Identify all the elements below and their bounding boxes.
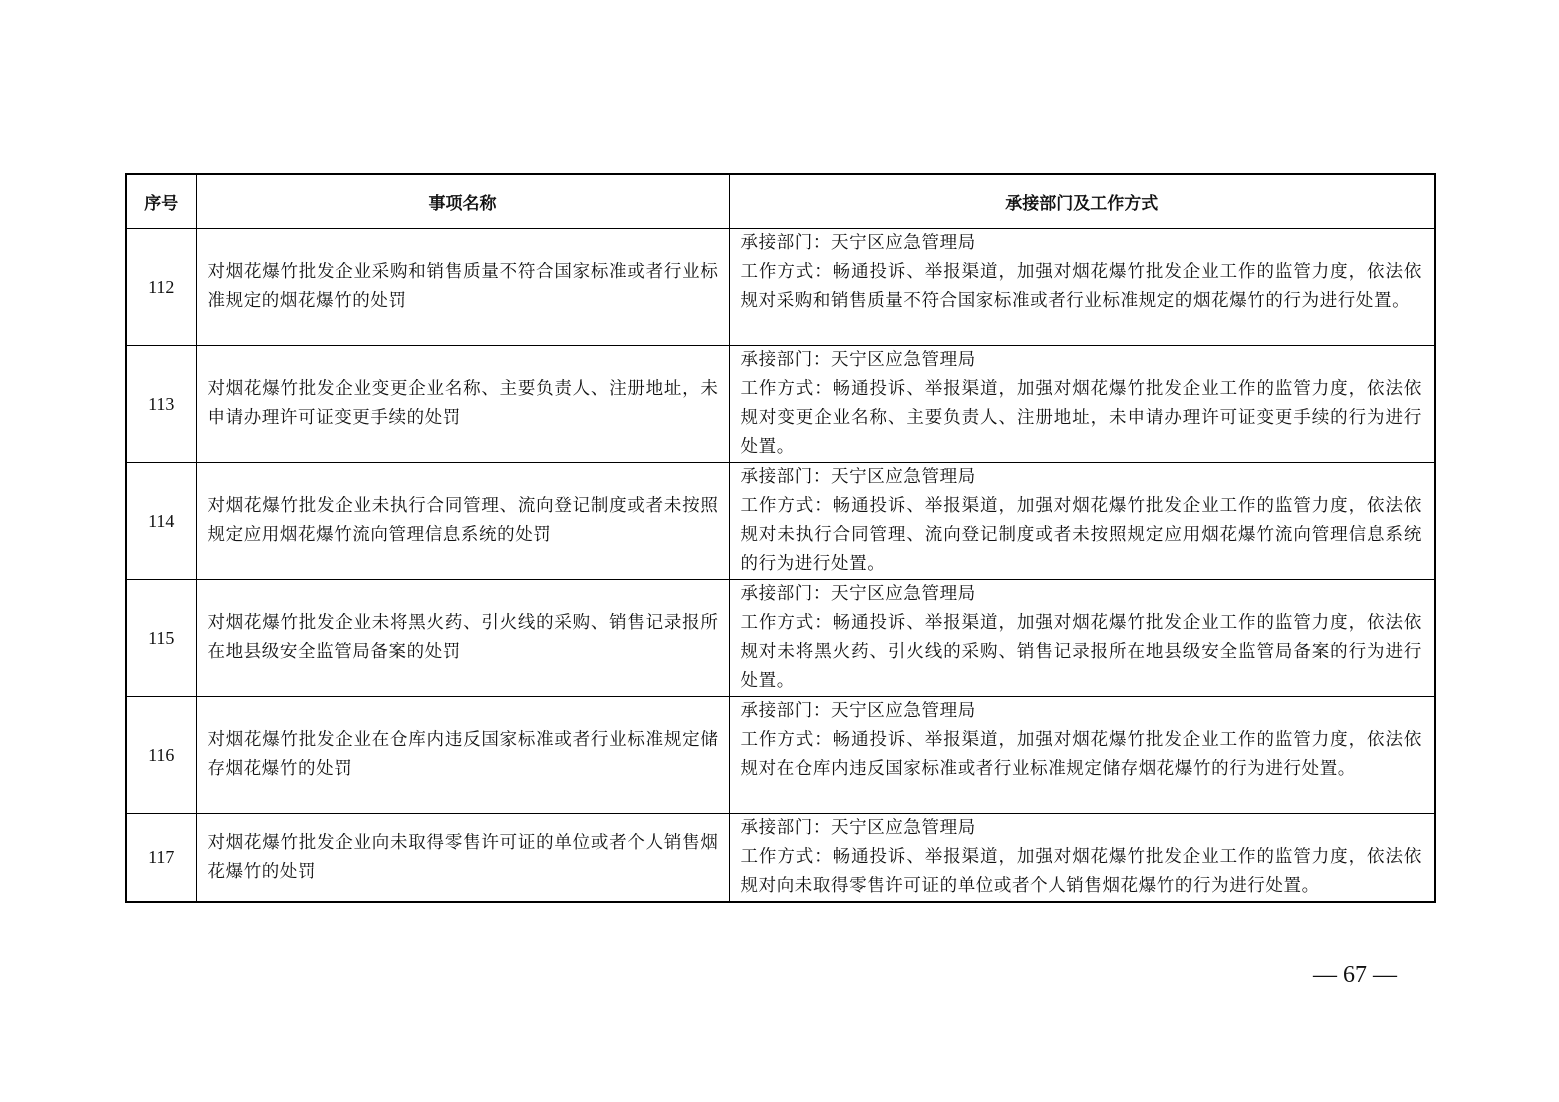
method-line: 工作方式：畅通投诉、举报渠道，加强对烟花爆竹批发企业工作的监管力度，依法依规对在仓库内违反国家标准或者行业标准规定储存烟花爆竹的行为进行处置。 — [740, 730, 1422, 779]
header-no: 序号 — [126, 174, 196, 229]
table-row — [126, 697, 1435, 814]
table-row — [126, 580, 1435, 697]
row-number: 117 — [126, 814, 196, 903]
row-number: 116 — [126, 697, 196, 814]
dept-method-cell — [729, 580, 1435, 697]
method-line: 工作方式：畅通投诉、举报渠道，加强对烟花爆竹批发企业工作的监管力度，依法依规对变更企业名称、主要负责人、注册地址，未申请办理许可证变更手续的行为进行处置。 — [740, 379, 1422, 457]
dept-method-cell — [729, 697, 1435, 814]
method-line: 工作方式：畅通投诉、举报渠道，加强对烟花爆竹批发企业工作的监管力度，依法依规对未执行合同管理、流向登记制度或者未按照规定应用烟花爆竹流向管理信息系统的行为进行处置。 — [740, 496, 1422, 574]
header-name: 事项名称 — [196, 174, 729, 229]
row-number: 113 — [126, 346, 196, 463]
method-line: 工作方式：畅通投诉、举报渠道，加强对烟花爆竹批发企业工作的监管力度，依法依规对向未取得零售许可证的单位或者个人销售烟花爆竹的行为进行处置。 — [740, 847, 1422, 896]
items-table — [125, 173, 1436, 903]
method-line: 工作方式：畅通投诉、举报渠道，加强对烟花爆竹批发企业工作的监管力度，依法依规对未将黑火药、引火线的采购、销售记录报所在地县级安全监管局备案的行为进行处置。 — [740, 613, 1422, 691]
item-name: 对烟花爆竹批发企业向未取得零售许可证的单位或者个人销售烟花爆竹的处罚 — [196, 814, 729, 903]
item-name: 对烟花爆竹批发企业未将黑火药、引火线的采购、销售记录报所在地县级安全监管局备案的处罚 — [196, 580, 729, 697]
method-line: 工作方式：畅通投诉、举报渠道，加强对烟花爆竹批发企业工作的监管力度，依法依规对采购和销售质量不符合国家标准或者行业标准规定的烟花爆竹的行为进行处置。 — [740, 262, 1422, 311]
dept-method-cell — [729, 814, 1435, 903]
page-number: — 67 — — [1313, 962, 1397, 988]
dept-line: 承接部门：天宁区应急管理局 — [740, 233, 976, 253]
row-number: 115 — [126, 580, 196, 697]
dept-line: 承接部门：天宁区应急管理局 — [740, 584, 976, 604]
dept-line: 承接部门：天宁区应急管理局 — [740, 818, 976, 838]
dept-line: 承接部门：天宁区应急管理局 — [740, 701, 976, 721]
dept-method-cell — [729, 463, 1435, 580]
dept-method-cell — [729, 229, 1435, 346]
table-row — [126, 346, 1435, 463]
table-row — [126, 463, 1435, 580]
item-name: 对烟花爆竹批发企业未执行合同管理、流向登记制度或者未按照规定应用烟花爆竹流向管理信息系统的处罚 — [196, 463, 729, 580]
dept-method-cell — [729, 346, 1435, 463]
dept-line: 承接部门：天宁区应急管理局 — [740, 467, 976, 487]
item-name: 对烟花爆竹批发企业变更企业名称、主要负责人、注册地址，未申请办理许可证变更手续的处罚 — [196, 346, 729, 463]
table-header-row — [126, 174, 1435, 229]
item-name: 对烟花爆竹批发企业在仓库内违反国家标准或者行业标准规定储存烟花爆竹的处罚 — [196, 697, 729, 814]
row-number: 112 — [126, 229, 196, 346]
item-name: 对烟花爆竹批发企业采购和销售质量不符合国家标准或者行业标准规定的烟花爆竹的处罚 — [196, 229, 729, 346]
table-row — [126, 229, 1435, 346]
header-dept: 承接部门及工作方式 — [729, 174, 1435, 229]
row-number: 114 — [126, 463, 196, 580]
table-row — [126, 814, 1435, 903]
dept-line: 承接部门：天宁区应急管理局 — [740, 350, 976, 370]
